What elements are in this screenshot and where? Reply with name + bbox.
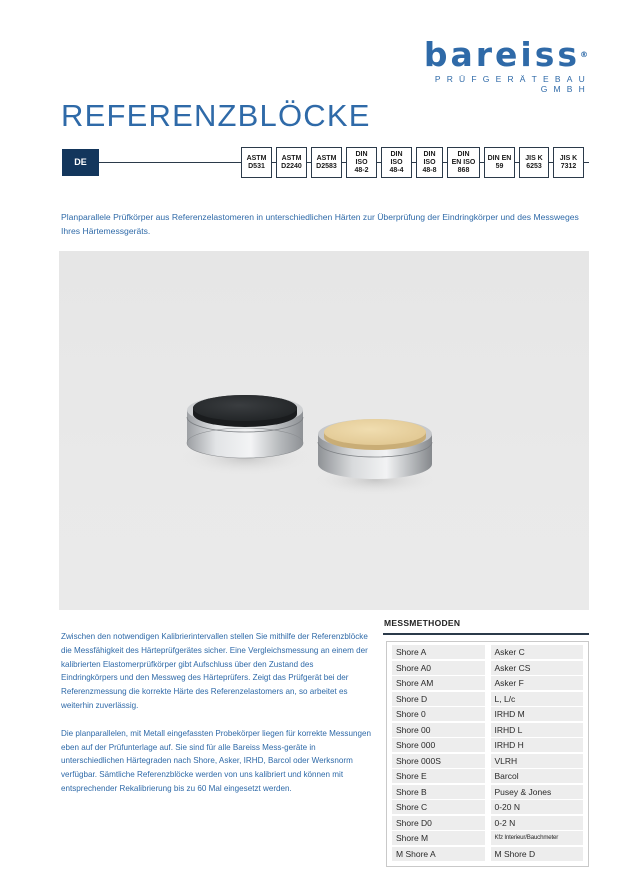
table-cell: Shore 00 [392,723,485,737]
intro-text: Planparallele Prüfkörper aus Referenzelastomeren in unterschiedlichen Härten zur Überprüfung der Eindringkörper und des Messweges Ihres Härtemessgeräts. [61,212,579,236]
standard-badge-line: 7312 [560,162,577,170]
table-row [392,645,583,659]
table-row [392,707,583,721]
standard-badge [416,147,443,178]
description-paragraph-1: Zwischen den notwendigen Kalibrierintervallen stellen Sie mithilfe der Referenzblöcke die Messfähigkeit des Härteprüfgerätes sicher. Eine Vergleichsmessung an einem der kalibrierten Elastomerprüfkörper gibt Aufschluss über den Zustand des Eindringkörpers und den Messweg des Härteprüfers. Zeigt das Prüfgerät bei der Referenzmessung die korrekte Härte des Referenzelastomers an, so arbeitet es weiterhin zuverlässig. [61,632,368,710]
table-cell: Shore 000S [392,754,485,768]
table-cell: Barcol [491,769,584,783]
standard-badge-line: JIS K [525,154,543,162]
page-title: REFERENZBLÖCKE [61,98,371,133]
table-row [392,800,583,814]
table-row [392,723,583,737]
standard-badge [311,147,342,178]
brand-tagline: PRÜFGERÄTEBAU GMBH [434,74,591,94]
standard-badge-line: 48-2 [354,166,369,174]
standard-badge-line: ASTM [281,154,302,162]
table-row [392,816,583,830]
reference-blocks-image [59,251,589,610]
table-row [392,831,583,845]
table-cell: Shore C [392,800,485,814]
table-cell: M Shore D [491,847,584,861]
table-row [392,692,583,706]
standard-badge-line: DIN [457,150,470,158]
language-badge: DE [62,149,99,176]
standard-badge [519,147,549,178]
beige-reference-block [311,419,439,496]
standard-badge [381,147,412,178]
table-cell: Shore M [392,831,485,845]
table-cell: Shore A [392,645,485,659]
messmethoden-rule [383,633,589,635]
table-row [392,847,583,861]
standard-badge-line: ASTM [246,154,267,162]
standard-badge-line: D531 [248,162,265,170]
messmethoden-table [386,641,589,867]
table-cell: IRHD H [491,738,584,752]
table-cell: Asker CS [491,661,584,675]
registered-mark: ® [580,50,591,59]
standard-badge [447,147,480,178]
standard-badge-line: 48-8 [422,166,437,174]
table-row [392,738,583,752]
table-cell: Shore D0 [392,816,485,830]
standard-badge [276,147,307,178]
standard-badge [484,147,515,178]
standard-badge-line: DIN [390,150,403,158]
standard-badge-line: ISO [423,158,436,166]
table-cell: Shore B [392,785,485,799]
standard-badge-line: D2583 [316,162,337,170]
table-cell: Shore D [392,692,485,706]
standard-badge-line: 868 [457,166,470,174]
brand-logo [376,35,591,94]
standard-badge [241,147,272,178]
table-cell: Shore 000 [392,738,485,752]
table-cell: Shore E [392,769,485,783]
table-cell: Shore 0 [392,707,485,721]
standard-badge-line: DIN [423,150,436,158]
table-cell: M Shore A [392,847,485,861]
standard-badge-line: 6253 [526,162,542,170]
standard-badge [346,147,377,178]
table-cell: Asker F [491,676,584,690]
standard-badge-line: DIN EN [487,154,512,162]
standard-badge [553,147,584,178]
standard-badge-line: D2240 [281,162,302,170]
table-row [392,676,583,690]
standard-badge-line: ISO [355,158,368,166]
table-row [392,785,583,799]
description [61,630,371,810]
messmethoden-title: MESSMETHODEN [384,618,461,628]
table-cell: Pusey & Jones [491,785,584,799]
standard-badge-line: DIN [355,150,368,158]
table-row [392,661,583,675]
table-cell: 0-20 N [491,800,584,814]
table-cell: 0-2 N [491,816,584,830]
standard-badge-line: JIS K [559,154,578,162]
standard-badge-line: ASTM [316,154,337,162]
standard-badge-line: EN ISO [451,158,476,166]
table-cell: IRHD L [491,723,584,737]
standard-badge-line: 59 [495,162,504,170]
table-cell: L, L/c [491,692,584,706]
table-row [392,754,583,768]
table-cell: VLRH [491,754,584,768]
product-photo [59,251,589,610]
table-cell: Shore A0 [392,661,485,675]
table-cell: IRHD M [491,707,584,721]
table-cell: Shore AM [392,676,485,690]
standard-badge-line: ISO [390,158,403,166]
table-row [392,769,583,783]
table-cell: Kfz Interieur/Bauchmeter [491,831,584,845]
table-cell: Asker C [491,645,584,659]
standard-badge-line: 48-4 [389,166,404,174]
black-reference-block [179,395,311,476]
brand-name: bareiss [423,35,580,74]
description-paragraph-2: Die planparallelen, mit Metall eingefassten Probekörper liegen für korrekte Messungen eben auf der Prüfunterlage auf. Sie sind für alle Bareiss Mess-geräte in unterschiedlichen Härtegraden nach Shore, Asker, IRHD, Barcol oder Werksnorm verfügbar. Sämtliche Referenzblöcke werden von uns kalibriert und können mit entsprechender Rekalibrierung bis zu 60 Mal eingesetzt werden. [61,728,371,793]
